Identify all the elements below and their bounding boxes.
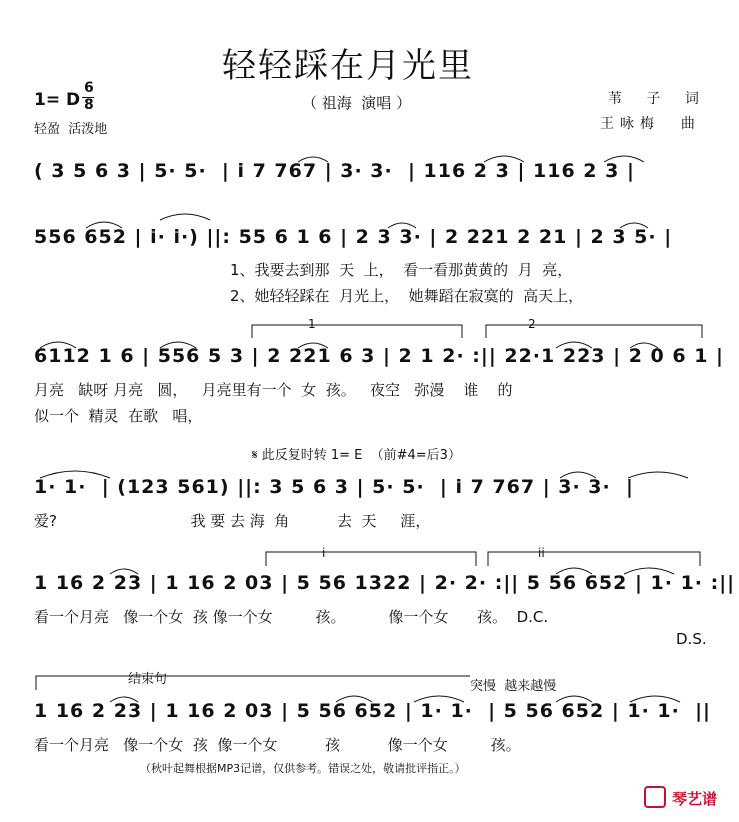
time-signature-top: 6 bbox=[84, 80, 94, 96]
ending-label: 结束句 bbox=[128, 672, 168, 687]
time-signature-bottom: 8 bbox=[84, 97, 94, 113]
repeat-instruction: 𝄋 此反复时转 1= E （前#4=后3） bbox=[252, 448, 461, 463]
tempo-change-label: 突慢 越来越慢 bbox=[470, 679, 557, 694]
lyrics-row-3-verse1: 月亮 缺呀 月亮 圆， 月亮里有一个 女 孩。 夜空 弥漫 谁 的 bbox=[34, 381, 513, 399]
slur bbox=[630, 696, 680, 702]
music-row-2: 556 652 | i· i·) ||: 55 6 1 6 | 2 3 3· | 2 221 2 21 | 2 3 5· | bbox=[34, 226, 673, 248]
volta-i-label: i bbox=[322, 546, 326, 560]
volta-bracket-ii bbox=[488, 552, 700, 566]
slur bbox=[560, 472, 596, 478]
lyricist-credit: 苇 子 词 bbox=[608, 91, 709, 107]
slur bbox=[298, 343, 328, 348]
slur bbox=[298, 157, 328, 162]
slur bbox=[620, 223, 648, 228]
music-row-3: 6112 1 6 | 556 5 3 | 2 221 6 3 | 2 1 2· :|| 22·1 223 | 2 0 6 1 | bbox=[34, 345, 724, 367]
music-row-5: 1 16 2 23 | 1 16 2 03 | 5 56 1322 | 2· 2· :|| 5 56 652 | 1· 1· :|| bbox=[34, 572, 736, 594]
slur bbox=[624, 568, 674, 574]
slur bbox=[556, 696, 592, 702]
music-row-4: 1· 1· | (123 561) ||: 3 5 6 3 | 5· 5· | i 7 767 | 3· 3· | bbox=[34, 476, 634, 498]
slur bbox=[484, 156, 524, 162]
music-row-1: ( 3 5 6 3 | 5· 5· | i 7 767 | 3· 3· | 116 2 3 | 116 2 3 | bbox=[34, 160, 635, 182]
lyrics-row-4: 爱? 我 要 去 海 角 去 天 涯， bbox=[34, 512, 431, 530]
slur bbox=[160, 342, 196, 348]
lyrics-row-3-verse2: 似一个 精灵 在歌 唱， bbox=[34, 407, 203, 425]
lyrics-row-2-verse2: 2、她轻轻踩在 月光上， 她舞蹈在寂寞的 高天上， bbox=[230, 287, 584, 305]
lyrics-row-2-verse1: 1、我要去到那 天 上， 看一看那黄黄的 月 亮， bbox=[230, 261, 573, 279]
brand-name: 琴艺谱 bbox=[672, 790, 718, 808]
volta-2-label: 2 bbox=[528, 317, 536, 331]
tempo-marking: 轻盈 活泼地 bbox=[34, 122, 108, 137]
ending-line bbox=[36, 676, 470, 690]
volta-bracket-1 bbox=[252, 325, 462, 338]
key-signature: 1= D bbox=[34, 90, 81, 110]
music-row-6: 1 16 2 23 | 1 16 2 03 | 5 56 652 | 1· 1· | 5 56 652 | 1· 1· || bbox=[34, 700, 711, 722]
slur bbox=[40, 342, 76, 348]
lyrics-row-5: 看一个月亮 像一个女 孩 像一个女 孩。 像一个女 孩。 D.C. bbox=[34, 608, 549, 626]
volta-bracket-i bbox=[266, 552, 476, 566]
slur bbox=[414, 696, 464, 702]
slur bbox=[86, 222, 122, 228]
composer-credit: 王咏梅 曲 bbox=[600, 116, 701, 132]
ds-marking: D.S. bbox=[676, 630, 707, 648]
lyrics-row-6: 看一个月亮 像一个女 孩 像一个女 孩 像一个女 孩。 bbox=[34, 736, 521, 754]
volta-1-label: 1 bbox=[308, 317, 316, 331]
slur bbox=[40, 471, 110, 478]
transcriber-note: （秋叶起舞根据MP3记谱，仅供参考。错误之处，敬请批评指正。） bbox=[140, 762, 466, 775]
page-title: 轻轻踩在月光里 bbox=[222, 46, 474, 86]
volta-ii-label: ii bbox=[538, 546, 545, 560]
slur bbox=[556, 342, 592, 348]
slur bbox=[160, 214, 210, 220]
slur bbox=[628, 472, 688, 478]
singer-credit: （ 祖海 演唱 ） bbox=[302, 94, 412, 112]
slur bbox=[336, 696, 372, 702]
volta-bracket-2 bbox=[486, 325, 702, 338]
slur bbox=[110, 569, 138, 574]
slur bbox=[604, 156, 644, 162]
slur bbox=[388, 223, 416, 228]
slur bbox=[556, 568, 592, 574]
slur bbox=[630, 343, 658, 348]
slur bbox=[110, 697, 138, 702]
